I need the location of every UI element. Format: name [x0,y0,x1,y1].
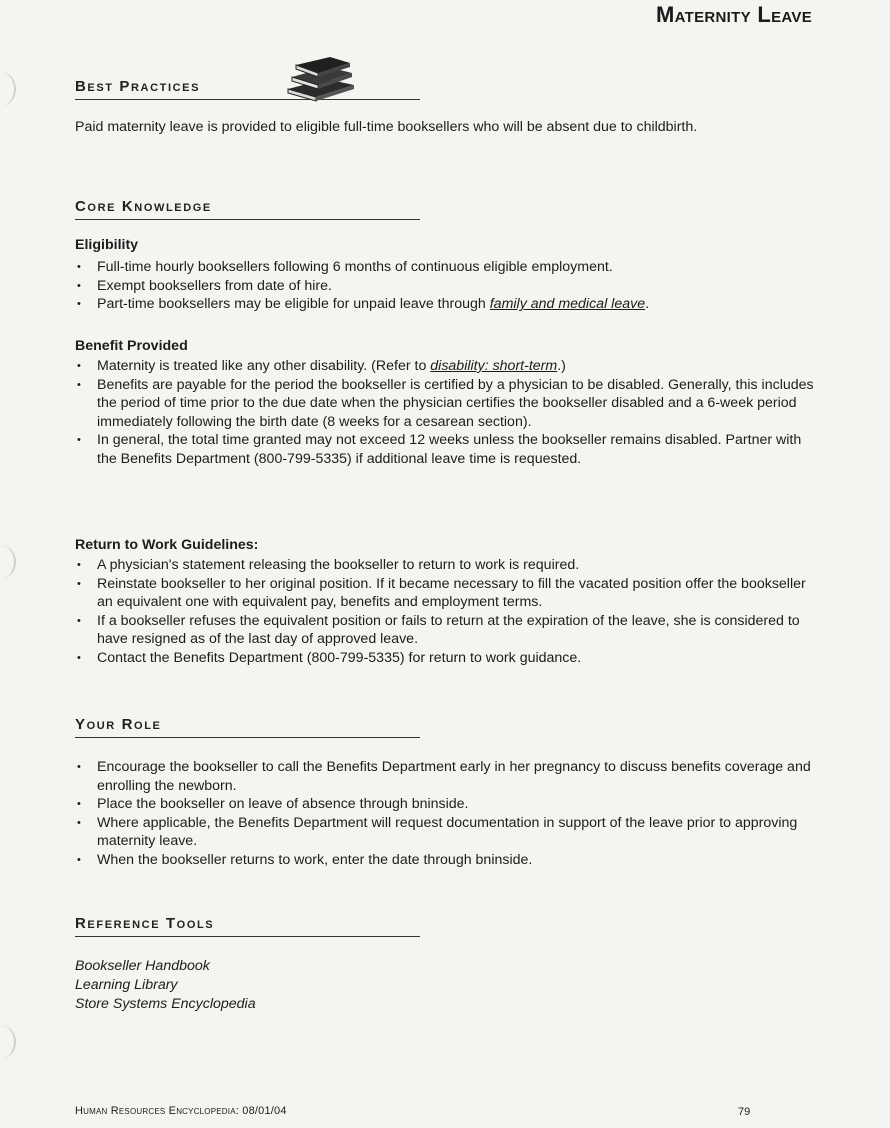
list-item: • Exempt booksellers from date of hire. [75,277,820,296]
list-item-text: Maternity is treated like any other disability. (Refer to [97,358,431,374]
list-item: • Place the bookseller on leave of absence through bninside. [75,795,820,814]
best-practices-text: Paid maternity leave is provided to eligible full-time booksellers who will be absent due to childbirth. [75,119,698,135]
eligibility-list [75,258,820,314]
list-item [75,295,820,314]
page-number: 79 [738,1106,751,1118]
list-item: • Full-time hourly booksellers following 6 months of continuous eligible employment. [75,258,820,277]
reference-item: Store Systems Encyclopedia [75,996,256,1012]
list-item: • Reinstate bookseller to her original position. If it became necessary to fill the vacated position offer the bookseller an equivalent one with equivalent pay, benefits and employment terms. [75,575,820,612]
list-item-text: . [645,296,650,313]
list-item: • Benefits are payable for the period the bookseller is certified by a physician to be disabled. Generally, this includes the period of time prior to the due date when the physician certifies the bookseller disabled and a 6-week period immediately following the birth date (8 weeks for a cesarean section). [75,376,820,432]
page-title: Maternity Leave [656,2,812,27]
disability-short-term-link[interactable]: disability: short-term [430,358,558,374]
list-item [75,357,820,376]
list-item: • If a bookseller refuses the equivalent position or fails to return at the expiration of the leave, she is considered to have resigned as of the last day of approved leave. [75,612,820,649]
list-item-text: .) [557,358,566,374]
subheading-benefit-provided: Benefit Provided [75,338,188,354]
list-item: • Where applicable, the Benefits Department will request documentation in support of the leave prior to approving maternity leave. [75,814,820,851]
books-icon [282,55,360,103]
punch-hole [0,72,16,106]
footer-title: Human Resources Encyclopedia: 08/01/04 [75,1105,287,1117]
list-item-text: Part-time booksellers may be eligible for unpaid leave through [97,296,490,313]
list-item: • In general, the total time granted may not exceed 12 weeks unless the bookseller remains disabled. Partner with the Benefits Department (800-799-5335) if additional leave time is requested. [75,431,820,468]
section-heading-best-practices: Best Practices [75,78,420,100]
list-item: • When the bookseller returns to work, enter the date through bninside. [75,851,820,870]
reference-item: Bookseller Handbook [75,958,210,974]
reference-item: Learning Library [75,977,178,993]
return-to-work-list [75,556,820,668]
list-item: • A physician's statement releasing the bookseller to return to work is required. [75,556,820,575]
section-heading-reference-tools: Reference Tools [75,915,420,937]
list-item: • Contact the Benefits Department (800-799-5335) for return to work guidance. [75,649,820,668]
punch-hole [0,1025,16,1059]
section-heading-your-role: Your Role [75,716,420,738]
list-item: • Encourage the bookseller to call the Benefits Department early in her pregnancy to discuss benefits coverage and enrolling the newborn. [75,758,820,795]
subheading-return-to-work: Return to Work Guidelines: [75,537,259,553]
punch-hole [0,545,16,579]
reference-tools-list [75,957,256,1014]
subheading-eligibility: Eligibility [75,237,139,253]
benefit-list [75,357,820,469]
your-role-list [75,758,820,870]
section-heading-core-knowledge: Core Knowledge [75,198,420,220]
family-medical-leave-link[interactable]: family and medical leave [489,296,646,313]
